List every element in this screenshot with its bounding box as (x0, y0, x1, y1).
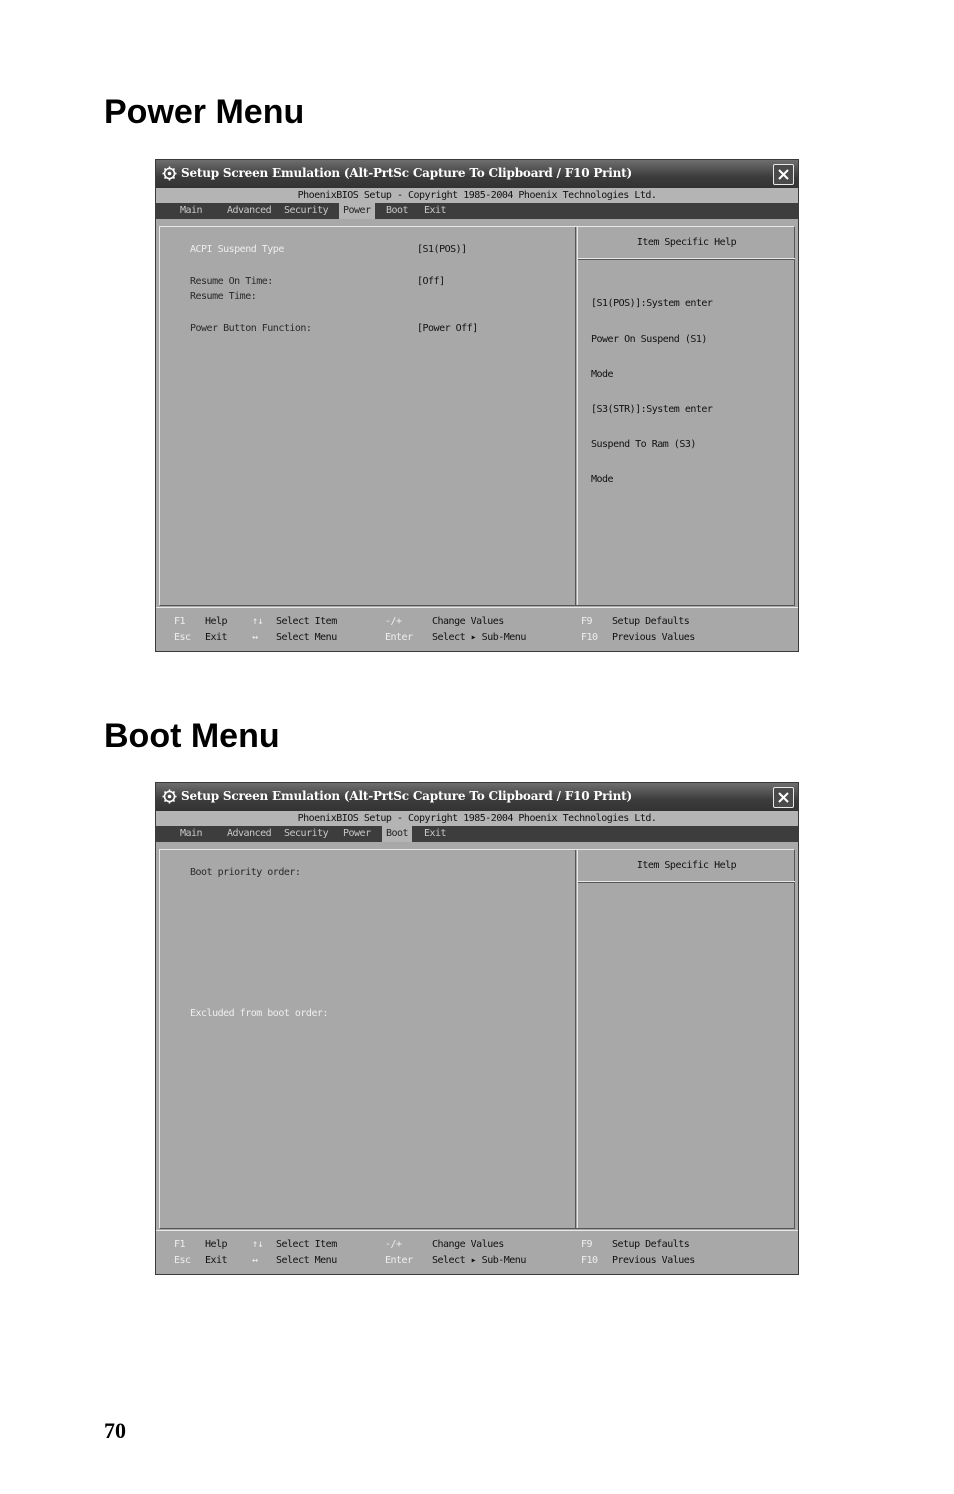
key-f9: F9 (581, 616, 593, 627)
close-button[interactable] (773, 164, 794, 185)
tab-power[interactable]: Power (343, 828, 371, 839)
bios-content (159, 849, 795, 1229)
key-legend (156, 607, 798, 651)
bios-menubar (156, 826, 798, 842)
key-f10: F10 (581, 1255, 598, 1266)
tab-security[interactable]: Security (284, 205, 329, 216)
boot-priority-order-label: Boot priority order: (190, 867, 301, 878)
help-line: Power On Suspend (S1) (591, 333, 707, 345)
key-f10-action: Previous Values (612, 632, 695, 643)
window-title: Setup Screen Emulation (Alt-PrtSc Capture To Clipboard / F10 Print) (181, 789, 633, 803)
tab-boot[interactable]: Boot (382, 826, 412, 842)
key-f10: F10 (581, 632, 598, 643)
setting-power-button-function-value[interactable]: [Power Off] (417, 323, 478, 334)
key-f1-action: Help (205, 1239, 228, 1250)
help-line: Suspend To Ram (S3) (591, 438, 696, 450)
key-enter: Enter (385, 632, 413, 643)
setting-resume-on-time-label[interactable]: Resume On Time: (190, 276, 273, 287)
tab-boot[interactable]: Boot (386, 205, 409, 216)
close-button[interactable] (773, 787, 794, 808)
key-esc-action: Exit (205, 632, 228, 643)
bios-copyright: PhoenixBIOS Setup - Copyright 1985-2004 Phoenix Technologies Ltd. (156, 188, 798, 203)
tab-power[interactable]: Power (339, 203, 375, 219)
app-icon (162, 789, 177, 804)
key-plus-minus-action: Change Values (432, 1239, 504, 1250)
setting-acpi-suspend-type-value[interactable]: [S1(POS)] (417, 244, 467, 255)
key-esc-action: Exit (205, 1255, 228, 1266)
tab-exit[interactable]: Exit (424, 205, 447, 216)
tab-exit[interactable]: Exit (424, 828, 447, 839)
tab-security[interactable]: Security (284, 828, 329, 839)
settings-pane (160, 850, 576, 1228)
help-line: Mode (591, 473, 614, 485)
close-icon (774, 165, 793, 184)
section-title-power: Power Menu (104, 93, 305, 131)
key-f9: F9 (581, 1239, 593, 1250)
key-f1: F1 (174, 1239, 186, 1250)
help-line: Mode (591, 368, 614, 380)
tab-advanced[interactable]: Advanced (227, 205, 272, 216)
updown-arrows-icon: ↑↓ (252, 616, 264, 627)
page-number: 70 (104, 1418, 126, 1443)
help-line: [S1(POS)]:System enter (591, 298, 713, 310)
help-line: [S3(STR)]:System enter (591, 403, 713, 415)
leftright-arrows-icon: ↔ (252, 632, 258, 643)
setting-resume-on-time-value[interactable]: [Off] (417, 276, 445, 287)
key-plus-minus-action: Change Values (432, 616, 504, 627)
key-f1-action: Help (205, 616, 228, 627)
leftright-arrows-icon: ↔ (252, 1255, 258, 1266)
app-icon (162, 166, 177, 181)
help-header: Item Specific Help (578, 850, 795, 883)
help-pane (577, 850, 794, 1228)
key-enter: Enter (385, 1255, 413, 1266)
updown-arrows-icon: ↑↓ (252, 1239, 264, 1250)
key-plus-minus: -/+ (385, 1239, 402, 1250)
key-f10-action: Previous Values (612, 1255, 695, 1266)
key-updown-action: Select Item (276, 1239, 337, 1250)
key-leftright-action: Select Menu (276, 1255, 337, 1266)
key-leftright-action: Select Menu (276, 632, 337, 643)
key-esc: Esc (174, 632, 191, 643)
key-esc: Esc (174, 1255, 191, 1266)
tab-main[interactable]: Main (180, 828, 203, 839)
key-plus-minus: -/+ (385, 616, 402, 627)
bios-copyright: PhoenixBIOS Setup - Copyright 1985-2004 Phoenix Technologies Ltd. (156, 811, 798, 826)
key-enter-action: Select ▸ Sub-Menu (432, 632, 526, 643)
key-updown-action: Select Item (276, 616, 337, 627)
window-titlebar (156, 160, 798, 188)
section-title-boot: Boot Menu (104, 717, 280, 755)
excluded-boot-order-label: Excluded from boot order: (190, 1008, 329, 1019)
help-header: Item Specific Help (578, 227, 795, 260)
bios-window-boot (155, 782, 799, 1275)
tab-advanced[interactable]: Advanced (227, 828, 272, 839)
help-text (591, 275, 786, 509)
window-titlebar (156, 783, 798, 811)
setting-resume-time-label[interactable]: Resume Time: (190, 291, 257, 302)
bios-window-power (155, 159, 799, 652)
setting-acpi-suspend-type-label[interactable]: ACPI Suspend Type (190, 244, 284, 255)
settings-pane (160, 227, 576, 605)
key-f1: F1 (174, 616, 186, 627)
window-title: Setup Screen Emulation (Alt-PrtSc Capture To Clipboard / F10 Print) (181, 166, 633, 180)
tab-main[interactable]: Main (180, 205, 203, 216)
close-icon (774, 788, 793, 807)
key-enter-action: Select ▸ Sub-Menu (432, 1255, 526, 1266)
bios-menubar (156, 203, 798, 219)
setting-power-button-function-label[interactable]: Power Button Function: (190, 323, 312, 334)
key-f9-action: Setup Defaults (612, 616, 690, 627)
key-f9-action: Setup Defaults (612, 1239, 690, 1250)
bios-content (159, 226, 795, 606)
help-pane (577, 227, 794, 605)
key-legend (156, 1230, 798, 1274)
